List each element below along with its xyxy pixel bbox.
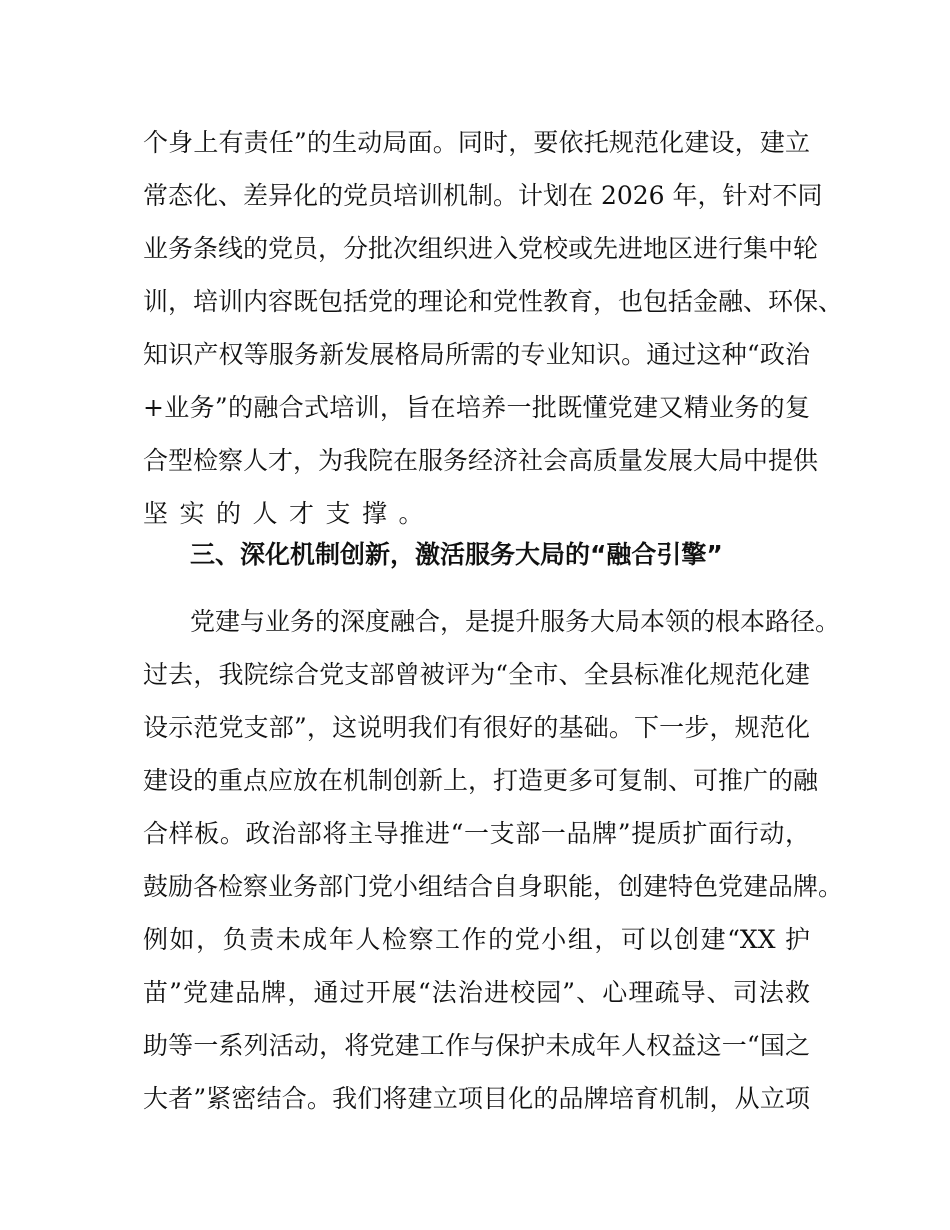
text-line: 建设的重点应放在机制创新上，打造更多可复制、可推广的融 xyxy=(143,766,819,795)
text-line: 鼓励各检察业务部门党小组结合自身职能，创建特色党建品牌。 xyxy=(143,872,844,901)
text-line: 知识产权等服务新发展格局所需的专业知识。通过这种“政治 xyxy=(143,340,810,369)
text-line: 坚实的人才支撑。 xyxy=(143,499,436,528)
text-line: 大者”紧密结合。我们将建立项目化的品牌培育机制，从立项 xyxy=(143,1084,810,1113)
text-line: 业务条线的党员，分批次组织进入党校或先进地区进行集中轮 xyxy=(143,234,819,263)
text-line: 设示范党支部”，这说明我们有很好的基础。下一步，规范化 xyxy=(143,713,810,742)
text-line: 过去，我院综合党支部曾被评为“全市、全县标准化规范化建 xyxy=(143,660,810,689)
text-line: 助等一系列活动，将党建工作与保护未成年人权益这一“国之 xyxy=(143,1031,810,1060)
text-line: 党建与业务的深度融合，是提升服务大局本领的根本路径。 xyxy=(190,607,841,636)
text-line: 训，培训内容既包括党的理论和党性教育，也包括金融、环保、 xyxy=(143,287,844,316)
section-heading: 三、深化机制创新，激活服务大局的“融合引擎” xyxy=(190,540,723,569)
text-line: 苗”党建品牌，通过开展“法治进校园”、心理疏导、司法救 xyxy=(143,978,810,1007)
text-line: 合型检察人才，为我院在服务经济社会高质量发展大局中提供 xyxy=(143,446,819,475)
text-line: 例如，负责未成年人检察工作的党小组，可以创建“XX 护 xyxy=(143,925,810,954)
text-line: 合样板。政治部将主导推进“一支部一品牌”提质扩面行动， xyxy=(143,819,810,848)
text-line: 常态化、差异化的党员培训机制。计划在 2026 年，针对不同 xyxy=(143,181,823,210)
text-line: 个身上有责任”的生动局面。同时，要依托规范化建设，建立 xyxy=(143,128,810,157)
text-line: +业务”的融合式培训，旨在培养一批既懂党建又精业务的复 xyxy=(143,393,810,422)
